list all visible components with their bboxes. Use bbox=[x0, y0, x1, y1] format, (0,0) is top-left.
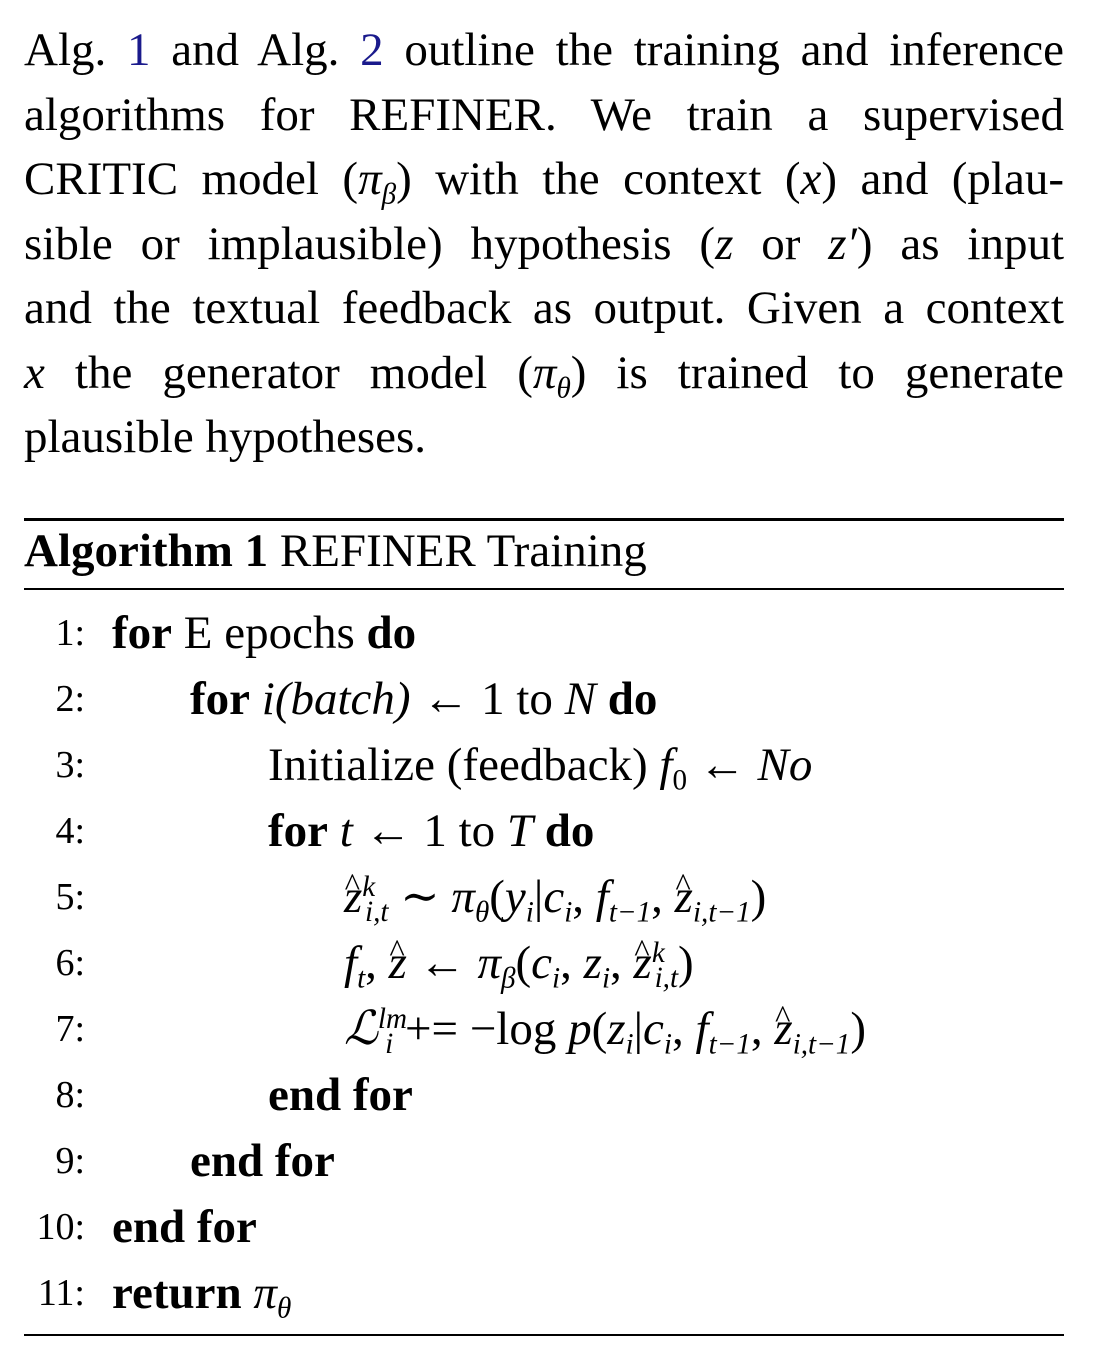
superscript: k bbox=[651, 936, 665, 969]
paragraph-line-4 bbox=[24, 212, 1064, 277]
math-f: f bbox=[595, 871, 609, 923]
line-content bbox=[268, 798, 594, 864]
math-c: c bbox=[531, 937, 553, 989]
text: ) and (plau- bbox=[821, 153, 1064, 205]
comma: , bbox=[672, 1003, 684, 1055]
algorithm-line bbox=[0, 996, 1114, 1062]
subscript: i,t bbox=[654, 962, 679, 995]
keyword: end for bbox=[190, 1135, 335, 1187]
algorithm-title: REFINER Training bbox=[279, 525, 647, 577]
text: and Alg. bbox=[171, 24, 340, 76]
paren: ( bbox=[515, 937, 532, 989]
algorithm-label: Algorithm 1 bbox=[24, 525, 269, 577]
algorithm-body bbox=[0, 600, 1114, 1326]
keyword: end for bbox=[112, 1201, 257, 1253]
keyword: do bbox=[607, 673, 658, 725]
line-content bbox=[112, 1194, 257, 1260]
text: sible or implausible) hypothesis ( bbox=[24, 217, 716, 270]
text: ) is trained to generate bbox=[570, 346, 1064, 399]
paren: ) bbox=[678, 937, 694, 989]
algorithm-line bbox=[0, 930, 1114, 996]
math-f: f bbox=[659, 739, 673, 791]
text: ) as input bbox=[856, 217, 1065, 270]
subscript: i bbox=[385, 1028, 394, 1061]
keyword: end for bbox=[268, 1069, 413, 1121]
math-loss: ℒ bbox=[344, 1001, 378, 1056]
bar: | bbox=[533, 871, 544, 923]
text: ) with the context ( bbox=[396, 153, 801, 205]
line-content bbox=[344, 996, 866, 1062]
line-number: 2: bbox=[55, 678, 85, 720]
algorithm-line bbox=[0, 798, 1114, 864]
comma: , bbox=[750, 1003, 763, 1055]
subscript: 0 bbox=[672, 764, 688, 797]
subscript: i,t bbox=[365, 896, 389, 929]
line-content bbox=[112, 600, 416, 666]
math-t: t bbox=[339, 805, 353, 857]
keyword: for bbox=[190, 673, 251, 725]
bar: | bbox=[633, 1003, 644, 1055]
math-batch: (batch) bbox=[274, 673, 411, 725]
paragraph-line-2: algorithms for REFINER. We train a supervised bbox=[24, 88, 1064, 141]
algorithm-line bbox=[0, 666, 1114, 732]
math-f: f bbox=[695, 1003, 709, 1055]
math-i: i bbox=[261, 673, 275, 725]
subscript: i bbox=[564, 896, 573, 929]
keyword: do bbox=[366, 607, 417, 659]
math-pi: π bbox=[477, 937, 501, 989]
operator: += bbox=[404, 1003, 458, 1055]
text: to bbox=[458, 805, 496, 857]
algorithm-caption-rule bbox=[24, 588, 1064, 590]
paragraph-line-7: plausible hypotheses. bbox=[24, 411, 427, 463]
math-z: z bbox=[607, 1003, 626, 1055]
math-x: x bbox=[800, 153, 822, 205]
comma: , bbox=[651, 871, 663, 923]
keyword: for bbox=[112, 607, 173, 659]
comma: , bbox=[560, 937, 572, 989]
math-beta: β bbox=[381, 178, 397, 211]
line-number: 1: bbox=[55, 612, 85, 654]
paragraph-line-6 bbox=[24, 341, 1064, 406]
algorithm-line bbox=[0, 732, 1114, 798]
paren: ( bbox=[489, 871, 505, 923]
comma: , bbox=[365, 937, 377, 989]
subscript: β bbox=[501, 962, 516, 995]
keyword: return bbox=[112, 1267, 242, 1319]
line-number: 7: bbox=[55, 1008, 85, 1050]
text: or bbox=[761, 217, 801, 270]
line-number: 4: bbox=[55, 810, 85, 852]
line-number: 9: bbox=[55, 1140, 85, 1182]
intro-paragraph bbox=[24, 18, 1064, 470]
subscript: i bbox=[625, 1028, 634, 1061]
line-number: 10: bbox=[36, 1206, 85, 1248]
text: outline the training and inference bbox=[404, 24, 1065, 76]
comma: , bbox=[610, 937, 622, 989]
text: the generator model ( bbox=[74, 346, 533, 399]
arrow: ← bbox=[364, 805, 412, 857]
math-z-hat: ^ z bbox=[344, 864, 362, 930]
algorithm-line bbox=[0, 864, 1114, 930]
paren: ( bbox=[591, 1003, 608, 1055]
operator: − bbox=[469, 1003, 497, 1055]
math-y: y bbox=[504, 871, 526, 923]
math-z-prime: z′ bbox=[828, 217, 857, 270]
subscript: i bbox=[601, 962, 611, 995]
text: model ( bbox=[201, 153, 359, 205]
paren: ) bbox=[850, 1003, 867, 1055]
critic-term: CRITIC bbox=[24, 153, 179, 205]
line-content bbox=[268, 1062, 413, 1128]
line-number: 11: bbox=[37, 1272, 85, 1314]
math-f: f bbox=[344, 937, 358, 989]
math-No: No bbox=[757, 739, 813, 791]
algorithm-ref-link[interactable]: 1 bbox=[126, 24, 151, 76]
text: E epochs bbox=[183, 607, 355, 659]
arrow: ← bbox=[418, 937, 466, 989]
subscript: t bbox=[357, 962, 366, 995]
arrow: ← bbox=[422, 673, 470, 725]
subscript: i,t−1 bbox=[692, 896, 751, 929]
math-log: log bbox=[496, 1003, 557, 1055]
subscript: θ bbox=[276, 1292, 292, 1325]
paren: ) bbox=[750, 871, 767, 923]
subscript: i,t−1 bbox=[792, 1028, 851, 1061]
math-z-hat: ^ z bbox=[634, 930, 652, 996]
keyword: do bbox=[544, 805, 595, 857]
text: 1 bbox=[423, 805, 447, 857]
math-z: z bbox=[715, 217, 734, 270]
math-pi: π bbox=[532, 346, 557, 399]
algorithm-line bbox=[0, 1194, 1114, 1260]
math-z-hat: ^ z bbox=[675, 864, 693, 930]
math-c: c bbox=[643, 1003, 664, 1055]
math-theta: θ bbox=[556, 371, 571, 404]
math-z-hat: ^ z bbox=[389, 930, 407, 996]
algorithm-line bbox=[0, 1128, 1114, 1194]
subscript: i bbox=[552, 962, 561, 995]
algorithm-line bbox=[0, 1260, 1114, 1326]
paragraph-line-5: and the textual feedback as output. Given a context bbox=[24, 282, 1064, 334]
algorithm-top-rule bbox=[24, 518, 1064, 521]
subscript: i bbox=[663, 1028, 673, 1061]
math-T: T bbox=[506, 805, 534, 857]
math-pi: π bbox=[451, 871, 475, 923]
text: Initialize (feedback) bbox=[268, 739, 648, 791]
line-content bbox=[344, 930, 694, 996]
paragraph-line-3 bbox=[24, 147, 1064, 212]
line-number: 8: bbox=[55, 1074, 85, 1116]
subscript: i bbox=[525, 896, 534, 929]
superscript: k bbox=[362, 870, 376, 903]
line-number: 3: bbox=[55, 744, 85, 786]
text: to bbox=[516, 673, 553, 725]
subscript: θ bbox=[474, 896, 490, 929]
keyword: for bbox=[268, 805, 329, 857]
line-content bbox=[268, 732, 812, 798]
arrow: ← bbox=[698, 739, 746, 791]
text: 1 bbox=[481, 673, 505, 725]
algorithm-line bbox=[0, 600, 1114, 666]
subscript: t−1 bbox=[608, 896, 652, 929]
line-number: 5: bbox=[55, 876, 85, 918]
superscript: lm bbox=[377, 1002, 407, 1035]
subscript: t−1 bbox=[708, 1028, 751, 1061]
line-content bbox=[344, 864, 766, 930]
math-z-hat: ^ z bbox=[774, 996, 792, 1062]
algorithm-caption bbox=[24, 523, 647, 579]
math-N: N bbox=[564, 673, 596, 725]
comma: , bbox=[572, 871, 585, 923]
math-c: c bbox=[543, 871, 565, 923]
math-pi: π bbox=[253, 1267, 277, 1319]
math-pi: π bbox=[358, 153, 382, 205]
algorithm-ref-link[interactable]: 2 bbox=[360, 24, 384, 76]
line-content bbox=[190, 666, 657, 732]
math-z: z bbox=[583, 937, 602, 989]
math-p: p bbox=[568, 1003, 592, 1055]
algorithm-line bbox=[0, 1062, 1114, 1128]
math-x: x bbox=[24, 346, 45, 399]
line-content bbox=[112, 1260, 291, 1326]
operator: ∼ bbox=[400, 871, 440, 923]
line-content bbox=[190, 1128, 335, 1194]
algorithm-bottom-rule bbox=[24, 1334, 1064, 1336]
paragraph-line-1 bbox=[24, 18, 1064, 83]
line-number: 6: bbox=[55, 942, 85, 984]
text: Alg. bbox=[24, 24, 107, 76]
